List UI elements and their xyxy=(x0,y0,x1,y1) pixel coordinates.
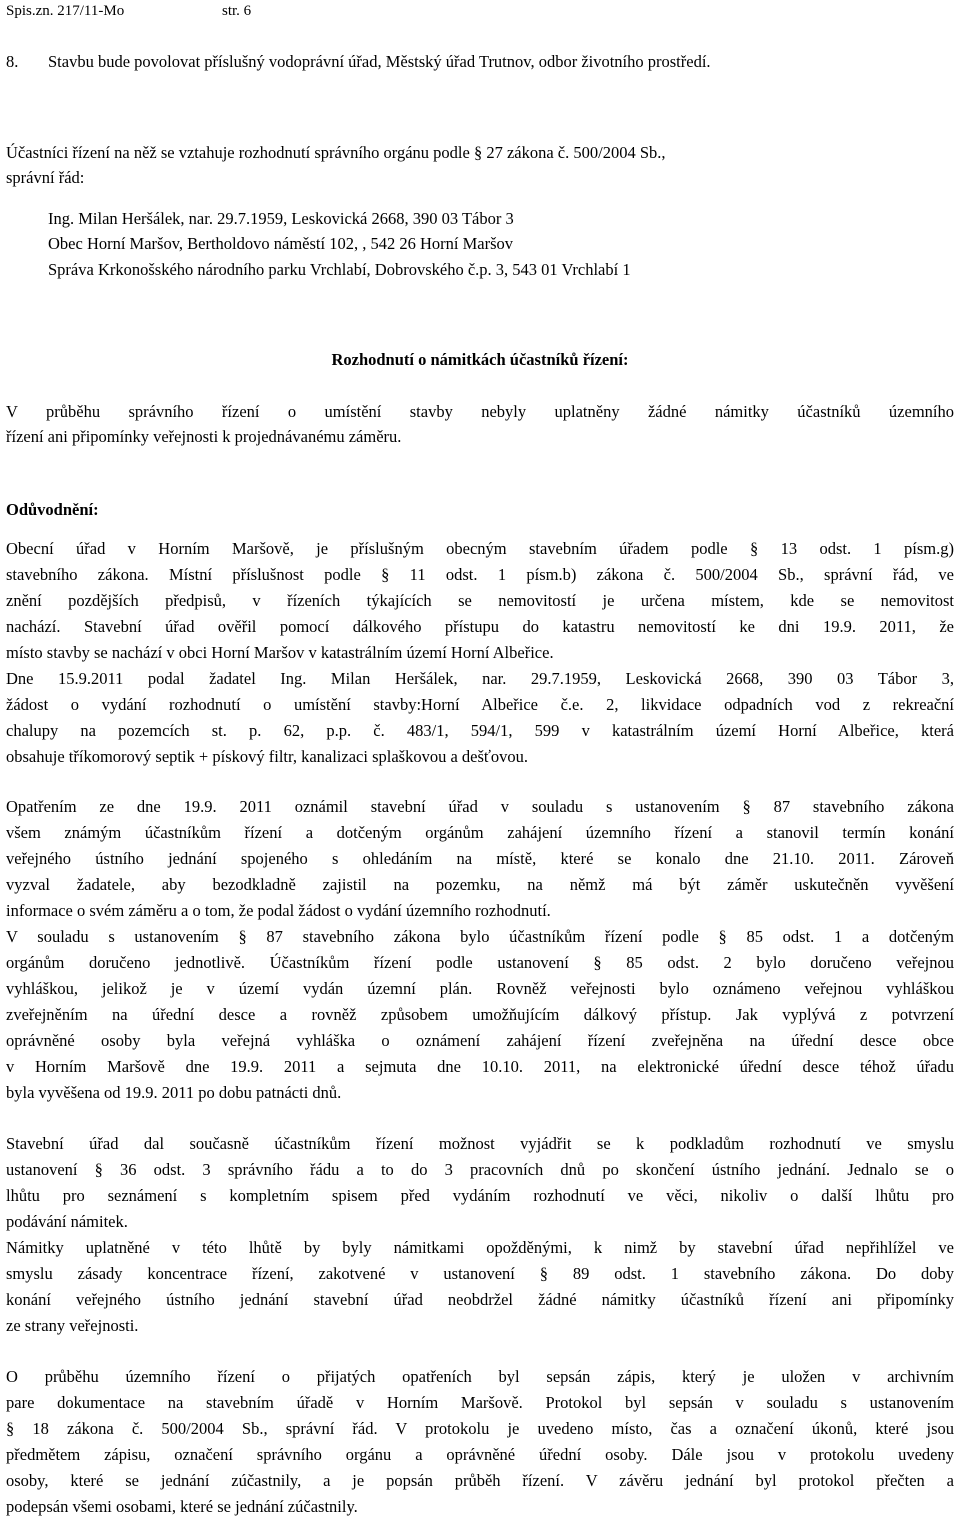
participant-item: Obec Horní Maršov, Bertholdovo náměstí 102, , 542 26 Horní Maršov xyxy=(48,234,513,253)
paragraph-line: informace o svém záměru a o tom, že podal žádost o vydání územního rozhodnutí. xyxy=(6,901,551,920)
paragraph-line: Dne 15.9.2011 podal žadatel Ing. Milan Heršálek, nar. 29.7.1959, Leskovická 2668, 390 03 Tábor 3, xyxy=(6,669,954,688)
paragraph-line: nachází. Stavební úřad ověřil pomocí dálkového přístupu do katastru nemovitostí ke dni 19.9. 2011, že xyxy=(6,617,954,636)
paragraph-line: Stavební úřad dal současně účastníkům řízení možnost vyjádřit se k podkladům rozhodnutí ve smyslu xyxy=(6,1134,954,1153)
objections-heading: Rozhodnutí o námitkách účastníků řízení: xyxy=(331,350,629,369)
objections-line: řízení ani připomínky veřejnosti k projednávanému záměru. xyxy=(6,427,402,446)
paragraph-line: ustanovení § 36 odst. 3 správního řádu a to do 3 pracovních dnů po skončení ústního jednání. Jednalo se o xyxy=(6,1160,954,1179)
paragraph-line: podávání námitek. xyxy=(6,1212,128,1231)
paragraph-line: žádost o vydání rozhodnutí o umístění stavby:Horní Albeřice č.e. 2, likvidace odpadních vod z rekreační xyxy=(6,695,954,714)
paragraph-line: Opatřením ze dne 19.9. 2011 oznámil stavební úřad v souladu s ustanovením § 87 stavebního zákona xyxy=(6,797,954,816)
paragraph-line: vyhláškou, jelikož je v území vydán územní plán. Rovněž veřejnosti bylo oznámeno veřejnou vyhláškou xyxy=(6,979,954,998)
paragraph-line: veřejného ústního jednání spojeného s ohledáním na místě, které se konalo dne 21.10. 2011. Zároveň xyxy=(6,849,954,868)
paragraph-line: lhůtu pro seznámení s kompletním spisem před vydáním rozhodnutí ve věci, nikoliv o další lhůtu pro xyxy=(6,1186,954,1205)
paragraph-line: Námitky uplatněné v této lhůtě by byly námitkami opožděnými, k nimž by stavební úřad nepřihlížel ve xyxy=(6,1238,954,1257)
point-8-text: Stavbu bude povolovat příslušný vodoprávní úřad, Městský úřad Trutnov, odbor životního prostředí. xyxy=(48,52,711,71)
paragraph-line: chalupy na pozemcích st. p. 62, p.p. č. 483/1, 594/1, 599 v katastrálním území Horní Albeřice, která xyxy=(6,721,954,740)
paragraph-line: v Horním Maršově dne 19.9. 2011 a sejmuta dne 10.10. 2011, na elektronické úřední desce téhož úřadu xyxy=(6,1057,954,1076)
paragraph-line: byla vyvěšena od 19.9. 2011 po dobu patnácti dnů. xyxy=(6,1083,342,1102)
objections-line: V průběhu správního řízení o umístění stavby nebyly uplatněny žádné námitky účastníků územního xyxy=(6,402,954,421)
paragraph-line: § 18 zákona č. 500/2004 Sb., správní řád. V protokolu je uvedeno místo, čas a označení úkonů, které jsou xyxy=(6,1419,954,1438)
point-8-number: 8. xyxy=(6,52,19,71)
paragraph-line: orgánům doručeno jednotlivě. Účastníkům řízení podle ustanovení § 85 odst. 2 bylo doručeno veřejnou xyxy=(6,953,954,972)
paragraph-line: konání veřejného ústního jednání stavební úřad neobdržel žádné námitky účastníků řízení ani připomínky xyxy=(6,1290,954,1309)
paragraph-line: ze strany veřejnosti. xyxy=(6,1316,139,1335)
file-reference: Spis.zn. 217/11-Mo xyxy=(6,3,125,19)
paragraph-line: smyslu zásady koncentrace řízení, zakotvené v ustanovení § 89 odst. 1 stavebního zákona. Do doby xyxy=(6,1264,954,1283)
paragraph-line: znění pozdějších předpisů, v řízeních týkajících se nemovitostí je určena místem, kde se nemovitost xyxy=(6,591,954,610)
paragraph-line: všem známým účastníkům řízení a dotčeným orgánům zahájení územního řízení a stanovil termín konání xyxy=(6,823,954,842)
participants-intro-line: Účastníci řízení na něž se vztahuje rozhodnutí správního orgánu podle § 27 zákona č. 500/2004 Sb., xyxy=(6,143,666,162)
paragraph-line: pare dokumentace na stavebním úřadě v Horním Maršově. Protokol byl sepsán v souladu s ustanovením xyxy=(6,1393,954,1412)
paragraph-line: Obecní úřad v Horním Maršově, je příslušným obecným stavebním úřadem podle § 13 odst. 1 písm.g) xyxy=(6,539,954,558)
paragraph-line: osoby, které se jednání zúčastnily, a je popsán průběh řízení. V závěru jednání byl protokol přečten a xyxy=(6,1471,954,1490)
paragraph-line: podepsán všemi osobami, které se jednání zúčastnily. xyxy=(6,1497,358,1516)
reasoning-heading: Odůvodnění: xyxy=(6,500,99,519)
participant-item: Správa Krkonošského národního parku Vrchlabí, Dobrovského č.p. 3, 543 01 Vrchlabí 1 xyxy=(48,260,631,279)
participant-item: Ing. Milan Heršálek, nar. 29.7.1959, Leskovická 2668, 390 03 Tábor 3 xyxy=(48,209,514,228)
participants-intro-line: správní řád: xyxy=(6,168,85,187)
paragraph-line: předmětem zápisu, označení správního orgánu a oprávněné úřední osoby. Dále jsou v protokolu uvedeny xyxy=(6,1445,954,1464)
paragraph-line: zveřejněním na úřední desce a rovněž způsobem umožňujícím dálkový přístup. Jak vyplývá z potvrzení xyxy=(6,1005,954,1024)
paragraph-line: V souladu s ustanovením § 87 stavebního zákona bylo účastníkům řízení podle § 85 odst. 1 a dotčeným xyxy=(6,927,954,946)
paragraph-line: vyzval žadatele, aby bezodkladně zajistil na pozemku, na němž má být záměr uskutečněn vyvěšení xyxy=(6,875,954,894)
paragraph-line: místo stavby se nachází v obci Horní Maršov v katastrálním území Horní Albeřice. xyxy=(6,643,554,662)
paragraph-line: obsahuje tříkomorový septik + pískový filtr, kanalizaci splaškovou a dešťovou. xyxy=(6,747,529,766)
page-number: str. 6 xyxy=(222,3,252,19)
paragraph-line: O průběhu územního řízení o přijatých opatřeních byl sepsán zápis, který je uložen v archivním xyxy=(6,1367,954,1386)
paragraph-line: oprávněné osoby byla veřejná vyhláška o oznámení zahájení řízení zveřejněna na úřední desce obce xyxy=(6,1031,954,1050)
paragraph-line: stavebního zákona. Místní příslušnost podle § 11 odst. 1 písm.b) zákona č. 500/2004 Sb., správní řád, ve xyxy=(6,565,954,584)
